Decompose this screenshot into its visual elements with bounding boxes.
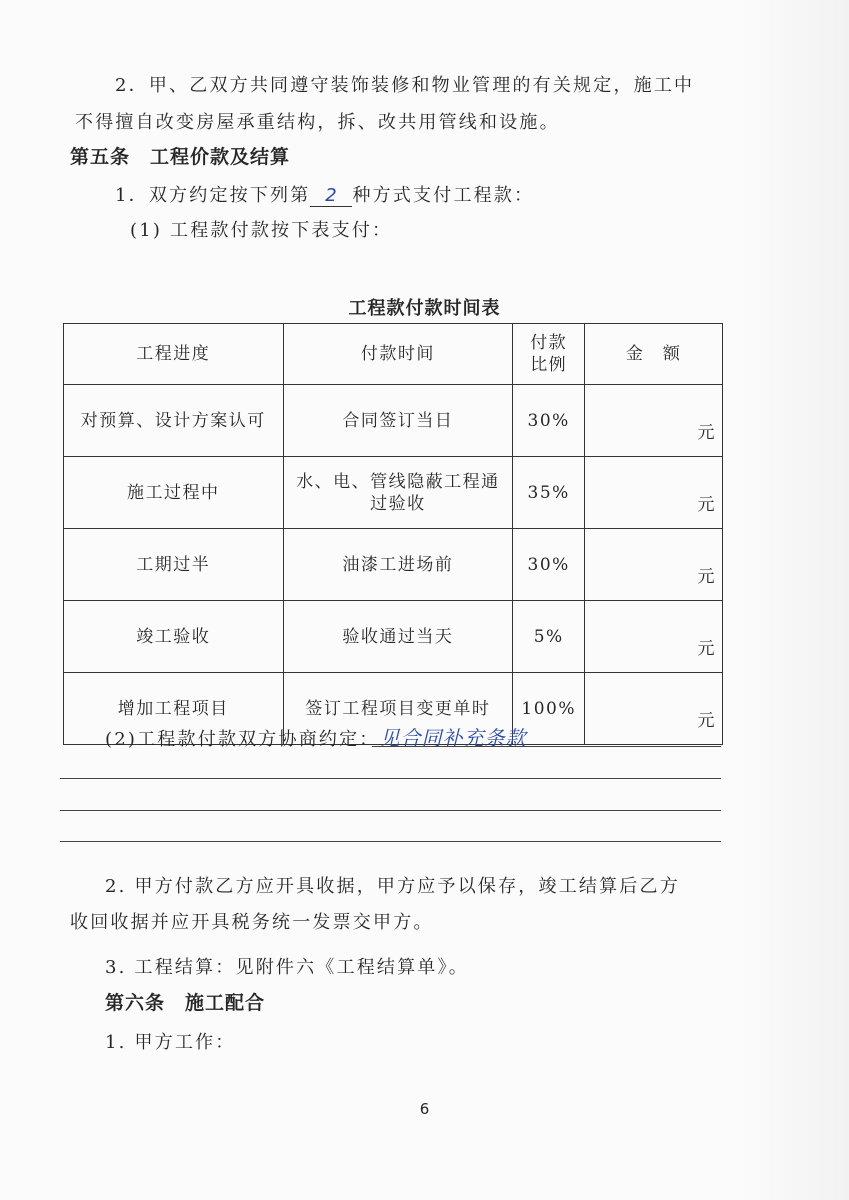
cell-stage: 增加工程项目	[64, 673, 284, 745]
payment-schedule-table	[63, 323, 723, 745]
cell-amount: 元	[585, 457, 723, 529]
cell-time: 油漆工进场前	[283, 529, 513, 601]
cell-ratio: 30%	[513, 385, 585, 457]
cell-amount: 元	[585, 601, 723, 673]
cell-stage: 竣工验收	[64, 601, 284, 673]
cell-amount: 元	[585, 529, 723, 601]
sub2-label: (2)工程款付款双方协商约定：	[105, 729, 380, 750]
table-row	[64, 529, 723, 601]
cell-stage: 对预算、设计方案认可	[64, 385, 284, 457]
payment-method-blank	[310, 185, 352, 207]
table-row	[64, 457, 723, 529]
fill-line-3	[60, 810, 721, 811]
cell-stage: 施工过程中	[64, 457, 284, 529]
cell-amount: 元	[585, 385, 723, 457]
cell-stage: 工期过半	[64, 529, 284, 601]
fill-line-4	[60, 841, 721, 842]
cell-time: 验收通过当天	[283, 601, 513, 673]
cell-ratio: 30%	[513, 529, 585, 601]
payment-method-handwritten: 2	[325, 185, 338, 206]
article5-item1-suffix: 种方式支付工程款：	[352, 185, 535, 206]
item2-line1: 2. 甲方付款乙方应开具收据，甲方应予以保存，竣工结算后乙方	[105, 876, 680, 897]
article6-heading: 第六条 施工配合	[105, 992, 266, 1014]
article5-item1-prefix: 1．双方约定按下列第	[115, 185, 311, 206]
page-shadow	[738, 0, 849, 1200]
cell-time: 水、电、管线隐蔽工程通过验收	[283, 457, 513, 529]
cell-ratio: 100%	[513, 673, 585, 745]
cell-time: 签订工程项目变更单时	[283, 673, 513, 745]
cell-ratio: 5%	[513, 601, 585, 673]
article5-heading: 第五条 工程价款及结算	[70, 146, 291, 168]
article5-item1	[115, 181, 534, 207]
clause4-item2-line2: 不得擅自改变房屋承重结构，拆、改共用管线和设施。	[75, 112, 560, 133]
article5-sub1: (1) 工程款付款按下表支付：	[130, 220, 393, 241]
table-row	[64, 601, 723, 673]
item2-line2: 收回收据并应开具税务统一发票交甲方。	[70, 912, 434, 933]
payment-table-title: 工程款付款时间表	[348, 298, 501, 319]
table-header-row	[64, 324, 723, 385]
header-ratio: 付款比例	[513, 324, 585, 385]
cell-ratio: 35%	[513, 457, 585, 529]
clause4-item2-line1: 2．甲、乙双方共同遵守装饰装修和物业管理的有关规定，施工中	[115, 75, 695, 96]
header-time: 付款时间	[283, 324, 513, 385]
page-number: 6	[419, 1100, 430, 1118]
cell-time: 合同签订当日	[283, 385, 513, 457]
table-row	[64, 385, 723, 457]
negotiated-terms-handwritten: 见合同补充条款	[379, 726, 527, 750]
header-amount: 金 额	[585, 324, 723, 385]
item3-line: 3. 工程结算：见附件六《工程结算单》。	[105, 957, 469, 978]
fill-line-1	[372, 746, 721, 747]
fill-line-2	[60, 778, 721, 779]
header-stage: 工程进度	[64, 324, 284, 385]
article6-item1: 1. 甲方工作：	[105, 1032, 236, 1053]
cell-amount: 元	[585, 673, 723, 745]
